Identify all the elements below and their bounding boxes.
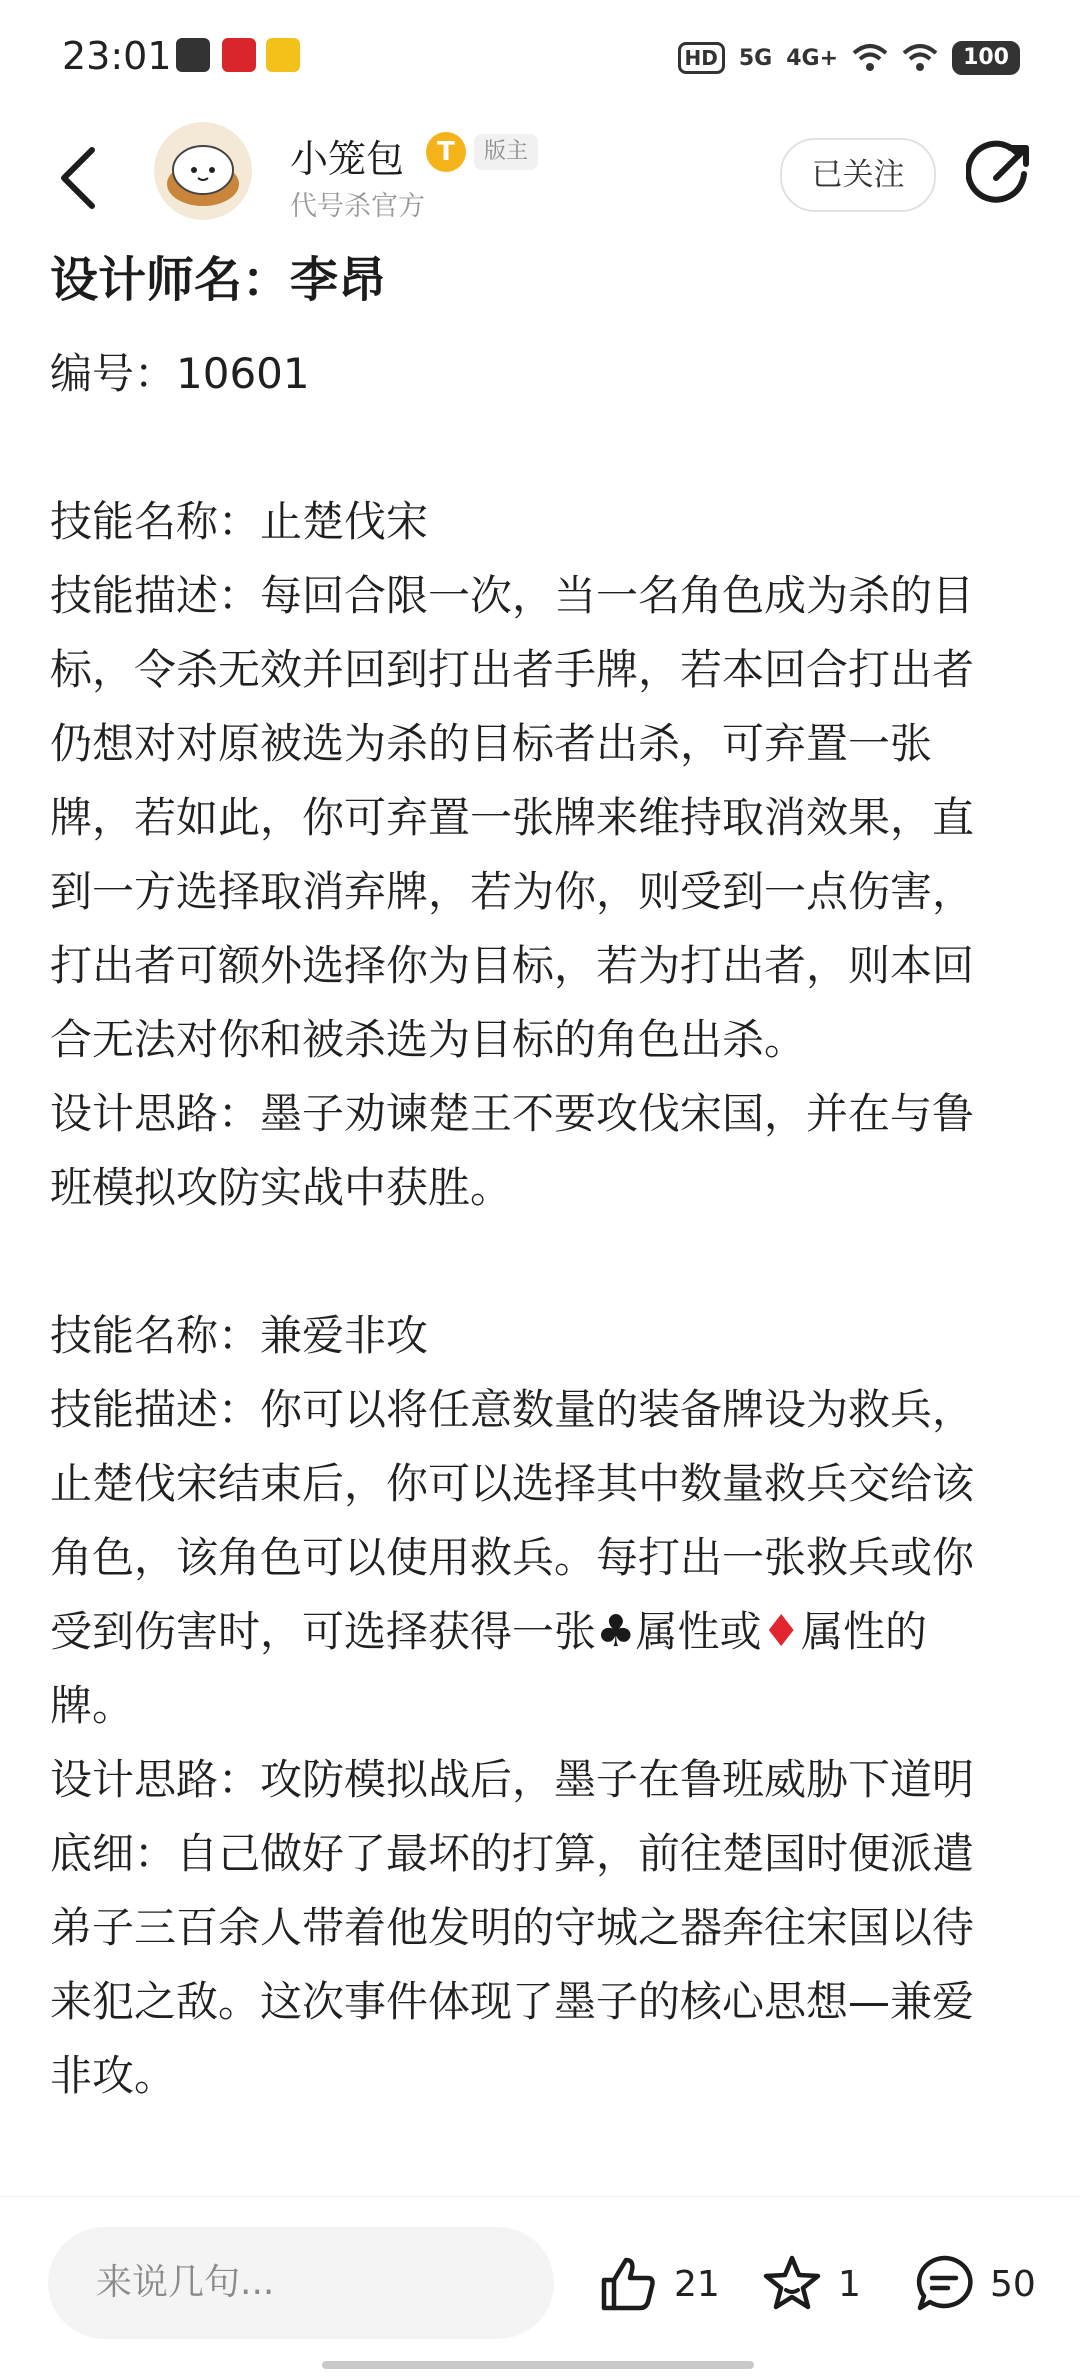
bottom-action-bar [0, 2196, 1080, 2377]
skill2-desc-part1: 技能描述：你可以将任意数量的装备牌设为救兵，止楚伐宋结束后，你可以选择其中数量救兵交给该角色，该角色可以使用救兵。每打出一张救兵或你受到伤害时，可选择获得一张 [50, 1385, 975, 1656]
designer-heading: 设计师名：李昂 [50, 252, 387, 308]
skill2-name: 技能名称：兼爱非攻 [50, 1311, 429, 1360]
signal-4g-icon: 4G+ [786, 45, 839, 71]
diamond-suit-icon: ♦ [761, 1606, 801, 1657]
level-badge-icon: T [426, 132, 466, 172]
hd-icon: HD [678, 42, 725, 74]
skill2-description [50, 1373, 1010, 1743]
skill1-name: 技能名称：止楚伐宋 [50, 497, 429, 546]
battery-icon: 100 [952, 41, 1020, 75]
comments-button[interactable] [912, 2249, 1036, 2319]
skill2-desc-part3: 属性的牌。 [50, 1607, 927, 1730]
comment-count: 50 [990, 2263, 1036, 2305]
post-header [0, 118, 1080, 240]
club-suit-icon: ♣ [596, 1606, 636, 1657]
wifi-icon [852, 43, 888, 73]
comment-bubble-icon [912, 2252, 976, 2316]
bun-avatar-icon [154, 122, 252, 220]
favorite-count: 1 [838, 2263, 861, 2305]
favorite-button[interactable] [760, 2249, 861, 2319]
skill1-description: 技能描述：每回合限一次，当一名角色成为杀的目标，令杀无效并回到打出者手牌，若本回合打出者仍想对对原被选为杀的目标者出杀，可弃置一张牌，若如此，你可弃置一张牌来维持取消效果，直到一方选择取消弃牌，若为你，则受到一点伤害，打出者可额外选择你为目标，若为打出者，则本回合无法对你和被杀选为目标的角色出杀。 [50, 571, 975, 1064]
like-button[interactable] [596, 2249, 720, 2319]
skill2-desc-part2: 属性或 [635, 1607, 762, 1656]
wifi-icon-2 [902, 43, 938, 73]
signal-5g-icon: 5G [738, 45, 773, 71]
share-icon[interactable] [966, 140, 1034, 208]
post-number: 编号：10601 [50, 349, 310, 398]
follow-button[interactable]: 已关注 [780, 138, 936, 212]
app-notification-icon [222, 38, 256, 72]
author-subtitle: 代号杀官方 [290, 191, 425, 222]
post-content [50, 245, 1010, 2113]
skill1-idea: 设计思路：墨子劝谏楚王不要攻伐宋国，并在与鲁班模拟攻防实战中获胜。 [50, 1089, 975, 1212]
avatar[interactable] [154, 122, 252, 220]
comment-input[interactable] [48, 2227, 554, 2339]
comment-placeholder: 来说几句... [96, 2262, 275, 2303]
back-arrow-icon[interactable] [50, 142, 110, 214]
clipboard-icon [176, 38, 210, 72]
star-icon [760, 2252, 824, 2316]
status-bar [0, 0, 1080, 118]
thumbs-up-icon [596, 2252, 660, 2316]
status-indicators [678, 38, 1020, 78]
status-time: 23:01 [62, 34, 172, 78]
home-indicator[interactable] [322, 2361, 754, 2369]
skill2-idea: 设计思路：攻防模拟战后，墨子在鲁班威胁下道明底细：自己做好了最坏的打算，前往楚国时便派遣弟子三百余人带着他发明的守城之器奔往宋国以待来犯之敌。这次事件体现了墨子的核心思想—兼爱非攻。 [50, 1755, 975, 2100]
like-count: 21 [674, 2263, 720, 2305]
author-name[interactable]: 小笼包 [290, 137, 405, 181]
moderator-tag: 版主 [474, 134, 538, 170]
weibo-icon [266, 38, 300, 72]
